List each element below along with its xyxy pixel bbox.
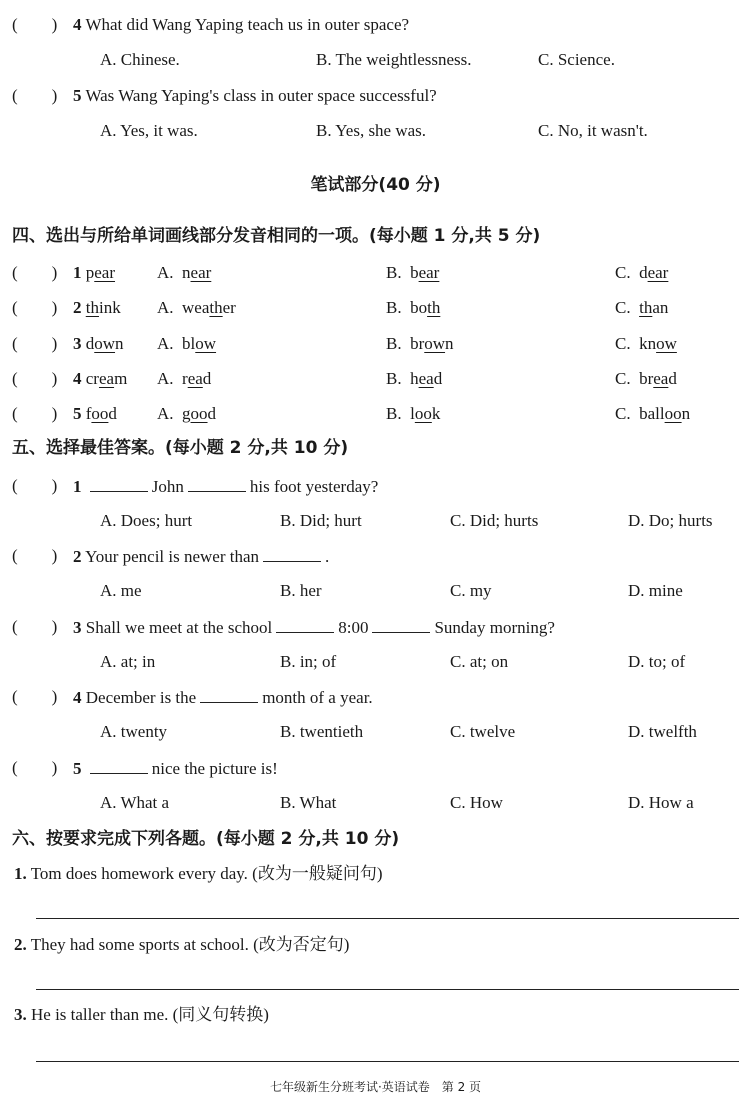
question-stem (73, 368, 127, 390)
target-word: think (85, 298, 121, 317)
question-number: 3 (73, 618, 82, 637)
question-stem (73, 757, 278, 780)
answer-paren[interactable]: ( ) (12, 758, 58, 777)
option-c[interactable]: C. bread (615, 369, 677, 388)
stem-text: Sunday morning? (434, 618, 555, 637)
option-a[interactable]: A. Does; hurt (100, 511, 193, 530)
option-word: look (410, 404, 441, 423)
answer-blank[interactable] (372, 616, 430, 633)
target-word: cream (85, 369, 128, 388)
underlined-part: th (427, 298, 441, 317)
question-stem (73, 686, 373, 709)
underlined-part: ow (94, 334, 116, 353)
option-c[interactable]: C. Did; hurts (450, 511, 539, 530)
answer-paren[interactable]: ( ) (12, 404, 58, 423)
section-5-heading: 五、选择最佳答案。(每小题 2 分,共 10 分) (12, 438, 349, 458)
question-number: 4 (73, 688, 82, 707)
target-word: food (85, 404, 117, 423)
underlined-part: oo (414, 404, 432, 423)
question-number: 1 (73, 263, 82, 282)
option-a[interactable]: A. good (157, 404, 217, 423)
answer-paren[interactable]: ( ) (12, 369, 58, 388)
stem-text: Your pencil is newer than (85, 547, 260, 566)
answer-paren[interactable]: ( ) (12, 546, 58, 565)
option-a[interactable]: A. at; in (100, 652, 156, 671)
option-a[interactable]: A. blow (157, 334, 217, 353)
stem-text: . (325, 547, 330, 566)
answer-paren[interactable]: ( ) (12, 334, 58, 353)
task-text: They had some sports at school. (改为否定句) (30, 935, 350, 954)
option-c[interactable]: C. How (450, 793, 503, 812)
option-d[interactable]: D. Do; hurts (628, 511, 713, 530)
option-word: dear (639, 263, 669, 282)
question-stem (73, 297, 121, 319)
written-section-title: 笔试部分(40 分) (310, 175, 441, 195)
underlined-part: ea (187, 369, 203, 388)
answer-blank[interactable] (188, 475, 246, 492)
option-c[interactable]: C. my (450, 581, 492, 600)
option-b[interactable]: B. bear (386, 263, 440, 282)
option-word: bear (410, 263, 440, 282)
underlined-part: ear (94, 263, 116, 282)
underlined-part: ear (647, 263, 669, 282)
stem-text: Shall we meet at the school (85, 618, 273, 637)
underlined-part: th (209, 298, 223, 317)
option-c[interactable]: C. dear (615, 263, 669, 282)
option-word: blow (182, 334, 217, 353)
option-b[interactable]: B. Did; hurt (280, 511, 362, 530)
underlined-part: ea (98, 369, 115, 388)
option-c[interactable]: C. balloon (615, 404, 691, 423)
underlined-part: th (639, 298, 653, 317)
section-4-heading: 四、选出与所给单词画线部分发音相同的一项。(每小题 1 分,共 5 分) (12, 226, 541, 246)
question-number: 4 (73, 369, 82, 388)
underlined-part: ea (418, 369, 434, 388)
question-stem (73, 616, 555, 639)
page-footer: 七年级新生分班考试·英语试卷 第 2 页 (269, 1080, 482, 1094)
question-text: Was Wang Yaping's class in outer space successful? (85, 86, 437, 105)
option-word: balloon (639, 404, 691, 423)
section-6-heading: 六、按要求完成下列各题。(每小题 2 分,共 10 分) (12, 829, 400, 849)
answer-paren[interactable]: ( ) (12, 263, 58, 282)
underlined-part: th (85, 298, 99, 317)
question-text: What did Wang Yaping teach us in outer space? (85, 15, 410, 34)
underlined-part: ea (653, 369, 669, 388)
answer-line-3[interactable] (36, 1061, 739, 1062)
option-a[interactable]: A. me (100, 581, 142, 600)
stem-text: December is the (85, 688, 197, 707)
question-stem (73, 262, 115, 284)
answer-blank[interactable] (200, 686, 258, 703)
option-a[interactable]: A. Yes, it was. (100, 121, 198, 140)
option-word: weather (182, 298, 236, 317)
answer-paren[interactable]: ( ) (12, 476, 58, 495)
question-stem (73, 403, 117, 425)
option-c[interactable]: C. twelve (450, 722, 516, 741)
option-word: bread (639, 369, 677, 388)
answer-blank[interactable] (90, 757, 148, 774)
answer-blank[interactable] (276, 616, 334, 633)
question-number: 3 (73, 334, 82, 353)
option-b[interactable]: B. brown (386, 334, 454, 353)
option-d[interactable]: D. to; of (628, 652, 686, 671)
option-d[interactable]: D. twelfth (628, 722, 697, 741)
underlined-part: ear (418, 263, 440, 282)
task-text: He is taller than me. (同义句转换) (31, 1005, 269, 1024)
answer-paren[interactable]: ( ) (12, 617, 58, 636)
question-number: 5 (73, 404, 82, 423)
underlined-part: oo (190, 404, 208, 423)
option-b[interactable]: B. both (386, 298, 441, 317)
option-a[interactable]: A. near (157, 263, 212, 282)
task-number: 1. (14, 864, 27, 883)
question-number: 5 (73, 759, 82, 778)
underlined-part: oo (664, 404, 682, 423)
underlined-part: oo (91, 404, 109, 423)
option-c[interactable]: C. Science. (538, 50, 615, 69)
stem-text: his foot yesterday? (249, 477, 379, 496)
option-a[interactable]: A. read (157, 369, 212, 388)
underlined-part: ow (656, 334, 677, 353)
option-c[interactable]: C. know (615, 334, 677, 353)
option-b[interactable]: B. head (386, 369, 443, 388)
option-d[interactable]: D. How a (628, 793, 694, 812)
option-word: good (182, 404, 217, 423)
stem-text: John (151, 477, 184, 496)
question-stem (73, 333, 124, 355)
option-word: read (182, 369, 212, 388)
question-number: 2 (73, 547, 82, 566)
option-word: head (410, 369, 443, 388)
option-a[interactable]: A. twenty (100, 722, 168, 741)
option-a[interactable]: A. What a (100, 793, 170, 812)
underlined-part: ear (190, 263, 212, 282)
answer-blank[interactable] (90, 475, 148, 492)
answer-blank[interactable] (263, 545, 321, 562)
question-number: 2 (73, 298, 82, 317)
option-word: know (639, 334, 677, 353)
target-word: pear (85, 263, 116, 282)
option-b[interactable]: B. The weightlessness. (316, 50, 472, 69)
stem-text: 8:00 (338, 618, 369, 637)
option-c[interactable]: C. No, it wasn't. (538, 121, 648, 140)
underlined-part: ow (424, 334, 446, 353)
option-b[interactable]: B. What (280, 793, 337, 812)
option-b[interactable]: B. twentieth (280, 722, 364, 741)
question-stem (73, 545, 329, 568)
answer-paren[interactable]: ( ) (12, 86, 58, 105)
answer-line-2[interactable] (36, 989, 739, 990)
option-word: near (182, 263, 212, 282)
option-word: both (410, 298, 441, 317)
option-c[interactable]: C. at; on (450, 652, 509, 671)
answer-line-1[interactable] (36, 918, 739, 919)
option-a[interactable]: A. weather (157, 298, 236, 317)
task-text: Tom does homework every day. (改为一般疑问句) (30, 864, 383, 883)
stem-text: nice the picture is! (151, 759, 278, 778)
answer-paren[interactable]: ( ) (12, 15, 58, 34)
option-b[interactable]: B. in; of (280, 652, 337, 671)
question-number: 4 (73, 15, 82, 34)
answer-paren[interactable]: ( ) (12, 298, 58, 317)
option-c[interactable]: C. than (615, 298, 669, 317)
task-number: 2. (14, 935, 27, 954)
option-d[interactable]: D. mine (628, 581, 683, 600)
option-a[interactable]: A. Chinese. (100, 50, 180, 69)
option-b[interactable]: B. her (280, 581, 322, 600)
question-number: 5 (73, 86, 82, 105)
option-word: brown (410, 334, 454, 353)
option-b[interactable]: B. Yes, she was. (316, 121, 427, 140)
option-b[interactable]: B. look (386, 404, 441, 423)
target-word: down (85, 334, 124, 353)
stem-text: month of a year. (262, 688, 373, 707)
task-number: 3. (14, 1005, 27, 1024)
question-number: 1 (73, 477, 82, 496)
underlined-part: ow (195, 334, 217, 353)
answer-paren[interactable]: ( ) (12, 687, 58, 706)
option-word: than (639, 298, 669, 317)
question-stem (73, 475, 378, 498)
